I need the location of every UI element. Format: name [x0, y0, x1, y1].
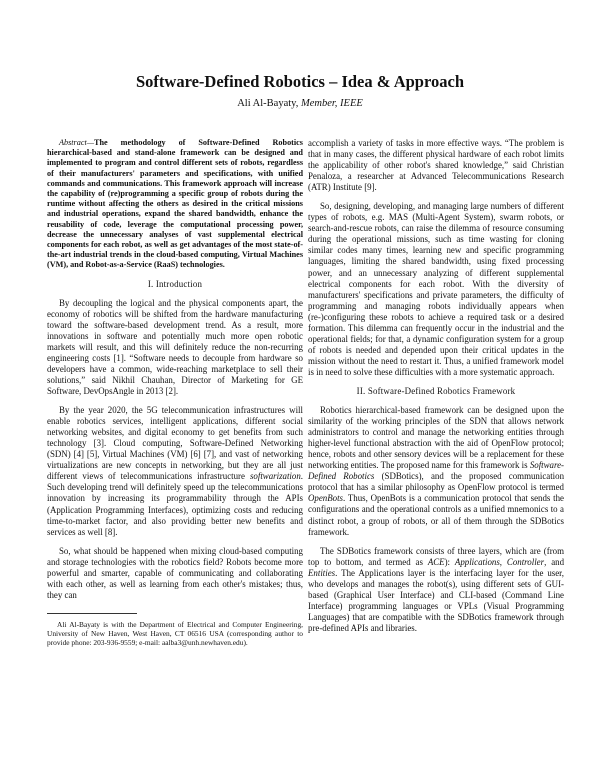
framework-p2-emphasis-controller: Controller — [506, 556, 545, 567]
section-heading-framework: II. Software-Defined Robotics Framework — [356, 385, 516, 396]
author-role: Member, IEEE — [300, 98, 363, 109]
framework-p1-emphasis-1: Software-Defined Robotics — [308, 460, 564, 482]
abstract-text: The methodology of Software-Defined Robotics hierarchical-based and stand-alone framework can be designed and implemented to program and control different sets of robots, regardless of their manufacturers' parameters and specifications, with unified commands and communications. This framework approach will increase the capability of (re)programming a specific group of robots during the runtime without affecting the others as desired in the critical missions and industrial operations, expand the shared bandwidth, enhance the reusability of code, leverage the computational processing power, decrease the unnecessary analyses of vast supplemental electrical components for each robot, as well as get advantages of the most state-of-the-art industrial trends in the cloud-based computing, Virtual Machines (VM), and Robot-as-a-Service (RaaS) technologies. — [47, 138, 303, 270]
abstract — [47, 138, 303, 271]
framework-paragraph-1 — [308, 405, 564, 538]
left-column — [47, 138, 303, 647]
framework-p2-emphasis-applications: Applications — [454, 556, 500, 567]
right-paragraph-2: So, designing, developing, and managing large numbers of different types of robots, e.g. MAS (Multi-Agent System), swarm robots, or search-and-rescue robots, can raise the dilemma of resource consuming during the operational missions, such as time wasting for cloning similar codes many times, learning new and specific programming languages, limiting the shared bandwidth, using fixed processing power, and an unnecessary analyzing of different supplemental electrical components for each robot. With the diversity of manufacturers' specifications and private parameters, the difficulty of programming and managing robots individually appears when (re-)configuring these robots to achieve a required task or a desired formation. This dilemma can frequently occur in the industrial and the operational fields; for that, a dynamic configuration system for a group of robots is needed and depended upon their critical updates in the mission without the need to restart it. Thus, a unified framework model is in need to solve these difficulties with a more systematic approach. — [308, 201, 564, 377]
framework-p2-emphasis-ace: ACE — [427, 556, 445, 567]
intro-paragraph-2 — [47, 405, 303, 538]
intro-paragraph-1: By decoupling the logical and the physical components apart, the economy of robotics will be shifted from the hardware manufacturing toward the software-based development trend. As a result, more innovations in software and potentially much more open robotic markets will result, and this will definitely reduce the non-recurring engineering costs [1]. “Software needs to decouple from hardware so developers have a common, wide-reaching marketplace to sell their solutions,” said Nikhil Chauhan, Director of Marketing for GE Software, DevOpsAngle in 2013 [2]. — [47, 297, 303, 397]
right-column — [308, 138, 564, 634]
intro-paragraph-2-text-b: . Such developing trend will definitely speed up the telecommunications innovation by increasing its programmability through the APIs (Application Programming Interfaces), optimizing costs and reducing time-to-market factor, and also providing better new benefits and services as well [8]. — [47, 471, 303, 537]
framework-p1-text-c: . Thus, OpenBots is a communication protocol that sends the configurations and the operational controls as a unified mnemonics to a distinct robot, a group of robots, or all of them through the SDBotics framework. — [308, 493, 564, 537]
framework-p2-text-c: , — [499, 556, 507, 567]
author-name: Ali Al-Bayaty, — [237, 98, 299, 109]
right-paragraph-1: accomplish a variety of tasks in more effective ways. “The problem is that in many cases, the different physical hardware of each robot limits the applicability of other robot's shared knowledge,” said Christian Penaloza, a researcher at Advanced Telecommunications Research (ATR) Institute [9]. — [308, 138, 564, 193]
framework-p2-text-d: , and — [544, 556, 565, 567]
intro-paragraph-2-emphasis: softwarization — [249, 471, 301, 482]
section-heading-introduction: I. Introduction — [147, 278, 203, 289]
paper-title: Software-Defined Robotics – Idea & Approach — [135, 72, 464, 91]
framework-p2-text-a: The SDBotics framework consists of three layers, which are (from top to bottom, and termed as — [308, 545, 564, 567]
footnote-divider — [47, 613, 137, 614]
framework-paragraph-2 — [308, 546, 564, 634]
framework-p1-text-b: (SDBotics), and the proposed communication protocol that has a similar philosophy as OpenFlow protocol is termed — [308, 471, 565, 493]
intro-paragraph-3: So, what should be happened when mixing cloud-based computing and storage technologies with the robotics field? Robots become more powerful and smarter, capable of communicating and collaborating with each other, as well as learning from each other's mistakes; thus, they can — [47, 545, 303, 600]
author-footnote: Ali Al-Bayaty is with the Department of Electrical and Computer Engineering, University of New Haven, West Haven, CT 06516 USA (corresponding author to provide phone: 203-936-9559; e-mail: aalba3@unh.newhaven.edu). — [47, 619, 303, 647]
intro-paragraph-2-text-a: By the year 2020, the 5G telecommunication infrastructures will enable robotics services, intelligent applications, different social networking websites, and digital economy to get benefits from such technology [3]. Cloud computing, Software-Defined Networking (SDN) [4] [5], Virtual Machines (VM) [6] [7], and vast of networking virtualizations are new concepts in networking, but they are all just different views of telecommunications infrastructure — [47, 405, 303, 482]
framework-p2-text-b: ): — [444, 556, 455, 567]
framework-p2-emphasis-entities: Entities — [308, 567, 336, 578]
framework-p1-emphasis-2: OpenBots — [308, 493, 344, 504]
framework-p1-text-a: Robotics hierarchical-based framework can be designed upon the similarity of the working principles of the SDN that allows network administrators to control and manage the networking entities through higher-level functional abstraction with the aid of OpenFlow protocol; hence, robots and other sensory devices will be a replacement for these networking entities. The proposed name for this framework is — [308, 405, 564, 471]
abstract-label: Abstract— — [59, 138, 95, 147]
framework-p2-text-e: . The Applications layer is the interfacing layer for the user, who develops and manages the robot(s), using different sets of GUI-based (Graphical User Interface) and CLI-based (Command Line Interface) programming languages or VPLs (Visual Programming Languages) that are compatible with the SDBotics framework through pre-defined APIs and libraries. — [308, 567, 564, 633]
author-line — [0, 98, 600, 109]
